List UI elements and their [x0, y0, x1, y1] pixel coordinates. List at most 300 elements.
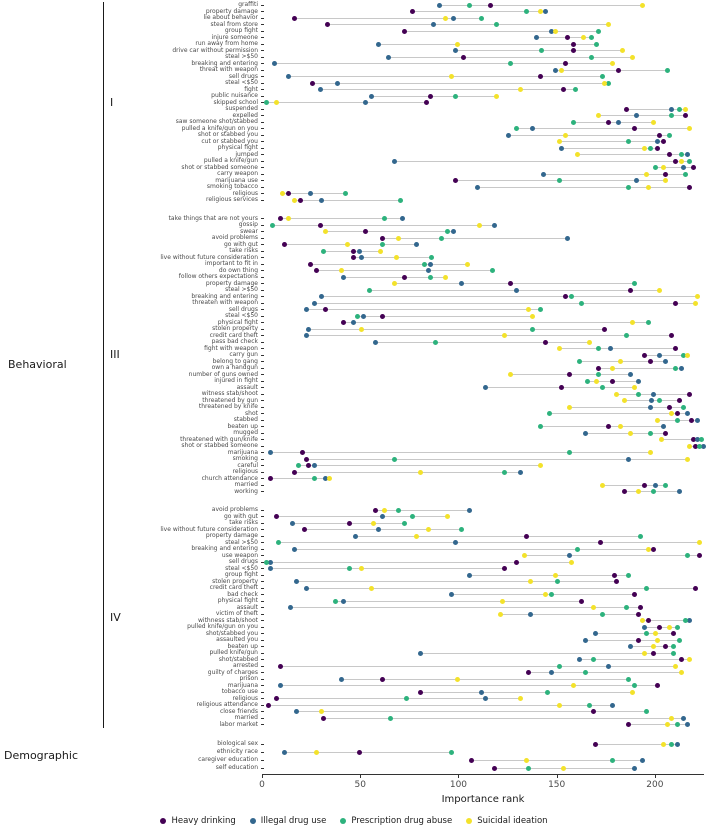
data-point-id: [451, 229, 456, 234]
panel-IV: [0, 507, 708, 728]
range-segment: [326, 231, 454, 232]
range-segment: [304, 529, 461, 530]
table-row: [0, 756, 708, 764]
data-point-pd: [632, 683, 637, 688]
data-point-hd: [614, 579, 619, 584]
data-point-hd: [351, 255, 356, 260]
data-point-hd: [565, 35, 570, 40]
row-label: marijuana use: [215, 176, 258, 184]
data-point-si: [498, 612, 503, 617]
range-segment: [420, 692, 632, 693]
data-point-si: [683, 107, 688, 112]
data-point-id: [608, 346, 613, 351]
range-segment: [379, 44, 597, 45]
row-plot: [265, 756, 708, 764]
row-label: mugged: [233, 429, 258, 437]
data-point-pd: [276, 540, 281, 545]
data-point-hd: [691, 165, 696, 170]
data-point-id: [634, 178, 639, 183]
row-label: married: [234, 481, 258, 489]
data-point-hd: [663, 431, 668, 436]
data-point-pd: [665, 68, 670, 73]
data-point-si: [502, 333, 507, 338]
range-segment: [271, 568, 505, 569]
row-label: pulled a knife/gun on you: [181, 124, 258, 132]
data-point-id: [628, 372, 633, 377]
data-point-si: [628, 431, 633, 436]
data-point-pd: [632, 281, 637, 286]
data-point-pd: [671, 644, 676, 649]
data-point-hd: [323, 307, 328, 312]
row-label: avoid problems: [211, 234, 258, 242]
data-point-pd: [545, 690, 550, 695]
data-point-pd: [610, 758, 615, 763]
data-point-si: [679, 670, 684, 675]
data-point-id: [626, 457, 631, 462]
range-segment: [573, 122, 654, 123]
data-point-pd: [596, 372, 601, 377]
data-point-id: [363, 100, 368, 105]
data-point-pd: [402, 521, 407, 526]
data-point-si: [455, 42, 460, 47]
data-point-id: [319, 198, 324, 203]
data-point-pd: [624, 333, 629, 338]
legend-label: Illegal drug use: [260, 816, 327, 826]
data-point-id: [453, 540, 458, 545]
data-point-id: [553, 68, 558, 73]
row-label: cut or stabbed you: [201, 137, 258, 145]
legend-label: Prescription drug abuse: [351, 816, 453, 826]
data-point-id: [428, 262, 433, 267]
data-point-pd: [479, 16, 484, 21]
row-label: shot/stabbed you: [205, 629, 258, 637]
data-point-pd: [583, 670, 588, 675]
data-point-si: [630, 320, 635, 325]
data-point-hd: [514, 560, 519, 565]
data-point-pd: [675, 625, 680, 630]
row-label: go with gut: [224, 512, 258, 520]
data-point-pd: [429, 255, 434, 260]
data-point-hd: [610, 379, 615, 384]
data-point-id: [514, 288, 519, 293]
range-segment: [389, 57, 633, 58]
data-point-pd: [600, 612, 605, 617]
data-point-hd: [632, 592, 637, 597]
row-label: shot or stabbed someone: [181, 163, 258, 171]
data-point-hd: [402, 29, 407, 34]
data-point-si: [319, 709, 324, 714]
row-label: prison: [239, 675, 258, 683]
row-label: follow others expectations: [178, 273, 258, 281]
data-point-pd: [575, 547, 580, 552]
data-point-si: [596, 113, 601, 118]
data-point-id: [400, 216, 405, 221]
data-point-id: [681, 165, 686, 170]
range-segment: [469, 575, 628, 576]
data-point-hd: [492, 766, 497, 771]
data-point-si: [640, 618, 645, 623]
data-point-pd: [380, 242, 385, 247]
chart-area: [0, 2, 708, 784]
data-point-hd: [308, 262, 313, 267]
data-point-si: [651, 644, 656, 649]
row-label: pulled a knife/gun: [203, 157, 258, 165]
row-label: tobacco use: [221, 688, 258, 696]
data-point-id: [541, 172, 546, 177]
range-segment: [273, 225, 495, 226]
range-segment: [277, 516, 448, 517]
data-point-hd: [673, 346, 678, 351]
data-point-id: [661, 424, 666, 429]
data-point-pd: [685, 553, 690, 558]
row-label: injure someone: [211, 33, 258, 41]
data-point-pd: [606, 81, 611, 86]
data-point-pd: [681, 405, 686, 410]
data-point-si: [418, 470, 423, 475]
data-point-id: [685, 152, 690, 157]
data-point-id: [559, 146, 564, 151]
range-segment: [353, 257, 432, 258]
data-point-pd: [428, 275, 433, 280]
data-point-si: [571, 683, 576, 688]
data-point-id: [518, 470, 523, 475]
data-point-id: [294, 709, 299, 714]
range-segment: [285, 244, 417, 245]
panel-roman-label: IV: [110, 610, 121, 624]
row-label: assault: [236, 383, 258, 391]
row-label: belong to gang: [212, 357, 258, 365]
row-label: shot/stabbed: [218, 655, 258, 663]
data-point-id: [373, 340, 378, 345]
range-segment: [291, 607, 641, 608]
data-point-pd: [569, 294, 574, 299]
range-segment: [271, 478, 330, 479]
data-point-id: [642, 625, 647, 630]
data-point-si: [575, 152, 580, 157]
row-label: caregiver education: [198, 756, 258, 763]
row-label: gossip: [238, 221, 258, 229]
data-point-pd: [644, 709, 649, 714]
data-point-id: [528, 612, 533, 617]
data-point-pd: [585, 379, 590, 384]
data-point-id: [459, 281, 464, 286]
data-point-si: [640, 3, 645, 8]
data-point-si: [630, 690, 635, 695]
row-label: run away from home: [195, 40, 258, 48]
data-point-hd: [663, 172, 668, 177]
data-point-pd: [679, 152, 684, 157]
data-point-hd: [689, 418, 694, 423]
row-plot: [265, 197, 708, 204]
data-point-hd: [579, 599, 584, 604]
data-point-id: [479, 690, 484, 695]
row-label: pass bad check: [211, 338, 258, 346]
data-point-pd: [648, 146, 653, 151]
data-point-si: [600, 483, 605, 488]
row-plot: [265, 722, 708, 729]
data-point-hd: [697, 553, 702, 558]
data-point-hd: [373, 508, 378, 513]
row-label: threat with weapon: [199, 66, 258, 74]
row-label: property damage: [205, 532, 258, 540]
table-row: [0, 489, 708, 496]
data-point-id: [628, 644, 633, 649]
data-point-si: [518, 87, 523, 92]
data-point-hd: [606, 120, 611, 125]
row-label: smoking tobacco: [206, 183, 258, 191]
data-point-si: [653, 631, 658, 636]
data-point-hd: [274, 696, 279, 701]
data-point-si: [561, 766, 566, 771]
data-point-si: [636, 489, 641, 494]
row-label: threatened by knife: [198, 403, 258, 411]
range-segment: [296, 581, 616, 582]
range-segment: [595, 633, 674, 634]
row-label: physical fight: [217, 597, 258, 605]
data-point-id: [695, 418, 700, 423]
data-point-si: [642, 651, 647, 656]
data-point-si: [557, 703, 562, 708]
data-point-pd: [398, 198, 403, 203]
data-point-pd: [459, 527, 464, 532]
data-point-hd: [616, 68, 621, 73]
data-point-si: [345, 242, 350, 247]
data-point-pd: [343, 191, 348, 196]
row-label: steal >$50: [225, 538, 258, 546]
row-label: witness stab/shoot: [201, 390, 258, 398]
data-point-si: [274, 100, 279, 105]
row-label: breaking and entering: [191, 292, 258, 300]
legend-item-si: [466, 816, 547, 826]
data-point-si: [538, 9, 543, 14]
data-point-hd: [325, 22, 330, 27]
data-point-hd: [651, 651, 656, 656]
x-axis-tick: [458, 775, 459, 778]
data-point-hd: [298, 198, 303, 203]
data-point-id: [418, 651, 423, 656]
range-segment: [501, 614, 639, 615]
row-label: steal <$50: [225, 79, 258, 87]
range-segment: [579, 659, 689, 660]
row-label: steal >$50: [225, 286, 258, 294]
range-segment: [306, 335, 671, 336]
data-point-hd: [266, 703, 271, 708]
range-segment: [281, 666, 676, 667]
range-segment: [294, 200, 400, 201]
data-point-hd: [453, 178, 458, 183]
row-label: saw someone shot/stabbed: [175, 118, 258, 126]
data-point-hd: [380, 677, 385, 682]
data-point-id: [353, 534, 358, 539]
data-point-pd: [538, 424, 543, 429]
data-point-id: [386, 55, 391, 60]
row-label: threaten with weapon: [192, 299, 258, 307]
data-point-si: [359, 327, 364, 332]
row-plot: [265, 764, 708, 772]
data-point-si: [657, 288, 662, 293]
data-point-pd: [567, 450, 572, 455]
row-label: property damage: [205, 279, 258, 287]
row-label: credit card theft: [209, 331, 258, 339]
row-label: church attendance: [201, 474, 258, 482]
data-point-hd: [274, 514, 279, 519]
table-row: [0, 740, 708, 748]
data-point-hd: [596, 366, 601, 371]
range-segment: [279, 542, 699, 543]
data-point-pd: [626, 573, 631, 578]
data-point-id: [632, 766, 637, 771]
range-segment: [285, 752, 452, 753]
data-point-si: [685, 457, 690, 462]
data-point-hd: [612, 573, 617, 578]
range-segment: [314, 303, 695, 304]
row-label: withness stab/shoot: [198, 616, 258, 624]
data-point-si: [685, 353, 690, 358]
data-point-id: [294, 579, 299, 584]
data-point-si: [620, 48, 625, 53]
data-point-hd: [300, 450, 305, 455]
data-point-hd: [598, 540, 603, 545]
data-point-id: [312, 463, 317, 468]
data-point-hd: [524, 534, 529, 539]
data-point-hd: [461, 55, 466, 60]
data-point-id: [651, 392, 656, 397]
data-point-pd: [547, 411, 552, 416]
data-point-hd: [292, 470, 297, 475]
legend-dot-icon: [340, 818, 346, 824]
row-label: lie about behavior: [203, 14, 258, 22]
data-point-si: [557, 139, 562, 144]
data-point-si: [646, 547, 651, 552]
x-axis-line: [262, 774, 704, 775]
row-label: stolen property: [212, 325, 258, 333]
data-point-si: [591, 605, 596, 610]
data-point-id: [361, 314, 366, 319]
range-segment: [294, 472, 520, 473]
data-point-hd: [673, 301, 678, 306]
data-point-pd: [557, 664, 562, 669]
data-point-hd: [687, 392, 692, 397]
data-point-pd: [600, 74, 605, 79]
row-label: religious: [232, 468, 258, 476]
row-label: physical fight: [217, 144, 258, 152]
data-point-pd: [526, 766, 531, 771]
row-label: marijuana: [227, 681, 258, 689]
row-label: steal <$50: [225, 564, 258, 572]
row-label: guilty of charges: [207, 668, 258, 676]
range-segment: [395, 283, 635, 284]
data-point-pd: [333, 599, 338, 604]
row-plot: [265, 740, 708, 748]
data-point-id: [675, 742, 680, 747]
row-label: self education: [215, 764, 258, 771]
row-label: expelled: [232, 111, 258, 119]
range-segment: [267, 102, 426, 103]
data-point-id: [306, 327, 311, 332]
legend-label: Heavy drinking: [171, 816, 236, 826]
row-label: sell drugs: [228, 72, 258, 80]
data-point-id: [357, 249, 362, 254]
data-point-hd: [626, 722, 631, 727]
panel-I: [0, 2, 708, 204]
range-segment: [336, 601, 582, 602]
data-point-id: [292, 547, 297, 552]
data-point-si: [494, 94, 499, 99]
data-point-pd: [347, 566, 352, 571]
data-point-hd: [559, 385, 564, 390]
data-point-hd: [567, 372, 572, 377]
row-label: threatened with gun/knife: [180, 435, 258, 443]
data-point-id: [282, 750, 287, 755]
data-point-pd: [669, 113, 674, 118]
row-label: assaulted you: [216, 636, 258, 644]
data-point-hd: [683, 113, 688, 118]
data-point-si: [378, 249, 383, 254]
data-point-pd: [296, 463, 301, 468]
range-segment: [395, 161, 690, 162]
data-point-id: [663, 359, 668, 364]
data-point-id: [369, 94, 374, 99]
range-segment: [516, 128, 689, 129]
data-point-id: [685, 722, 690, 727]
data-point-pd: [392, 457, 397, 462]
data-point-si: [669, 716, 674, 721]
data-point-pd: [573, 87, 578, 92]
data-point-si: [569, 560, 574, 565]
data-point-id: [606, 664, 611, 669]
data-point-pd: [673, 366, 678, 371]
row-label: religious: [232, 189, 258, 197]
data-point-pd: [589, 35, 594, 40]
data-point-hd: [268, 476, 273, 481]
row-label: go with gut: [224, 240, 258, 248]
x-axis-tick: [655, 775, 656, 778]
data-point-pd: [653, 165, 658, 170]
data-point-pd: [445, 229, 450, 234]
row-label: smoking: [232, 455, 258, 463]
data-point-hd: [667, 152, 672, 157]
data-point-id: [679, 366, 684, 371]
data-point-pd: [644, 586, 649, 591]
data-point-pd: [591, 657, 596, 662]
row-label: married: [234, 714, 258, 722]
data-point-si: [630, 55, 635, 60]
data-point-si: [587, 340, 592, 345]
data-point-id: [549, 670, 554, 675]
data-point-id: [616, 120, 621, 125]
data-point-hd: [563, 61, 568, 66]
x-axis-tick: [360, 775, 361, 778]
panel-demographic: [0, 740, 708, 772]
range-segment: [355, 536, 640, 537]
data-point-si: [594, 379, 599, 384]
data-point-si: [443, 275, 448, 280]
data-point-id: [376, 42, 381, 47]
data-point-si: [518, 696, 523, 701]
data-point-si: [687, 444, 692, 449]
data-point-id: [534, 35, 539, 40]
data-point-si: [669, 411, 674, 416]
range-segment: [383, 238, 568, 239]
data-point-pd: [508, 61, 513, 66]
data-point-id: [304, 307, 309, 312]
data-point-hd: [282, 242, 287, 247]
data-point-id: [339, 677, 344, 682]
legend-item-hd: [160, 816, 235, 826]
row-label: pulled knife/gun on you: [187, 623, 258, 631]
data-point-pd: [663, 483, 668, 488]
data-point-id: [351, 320, 356, 325]
